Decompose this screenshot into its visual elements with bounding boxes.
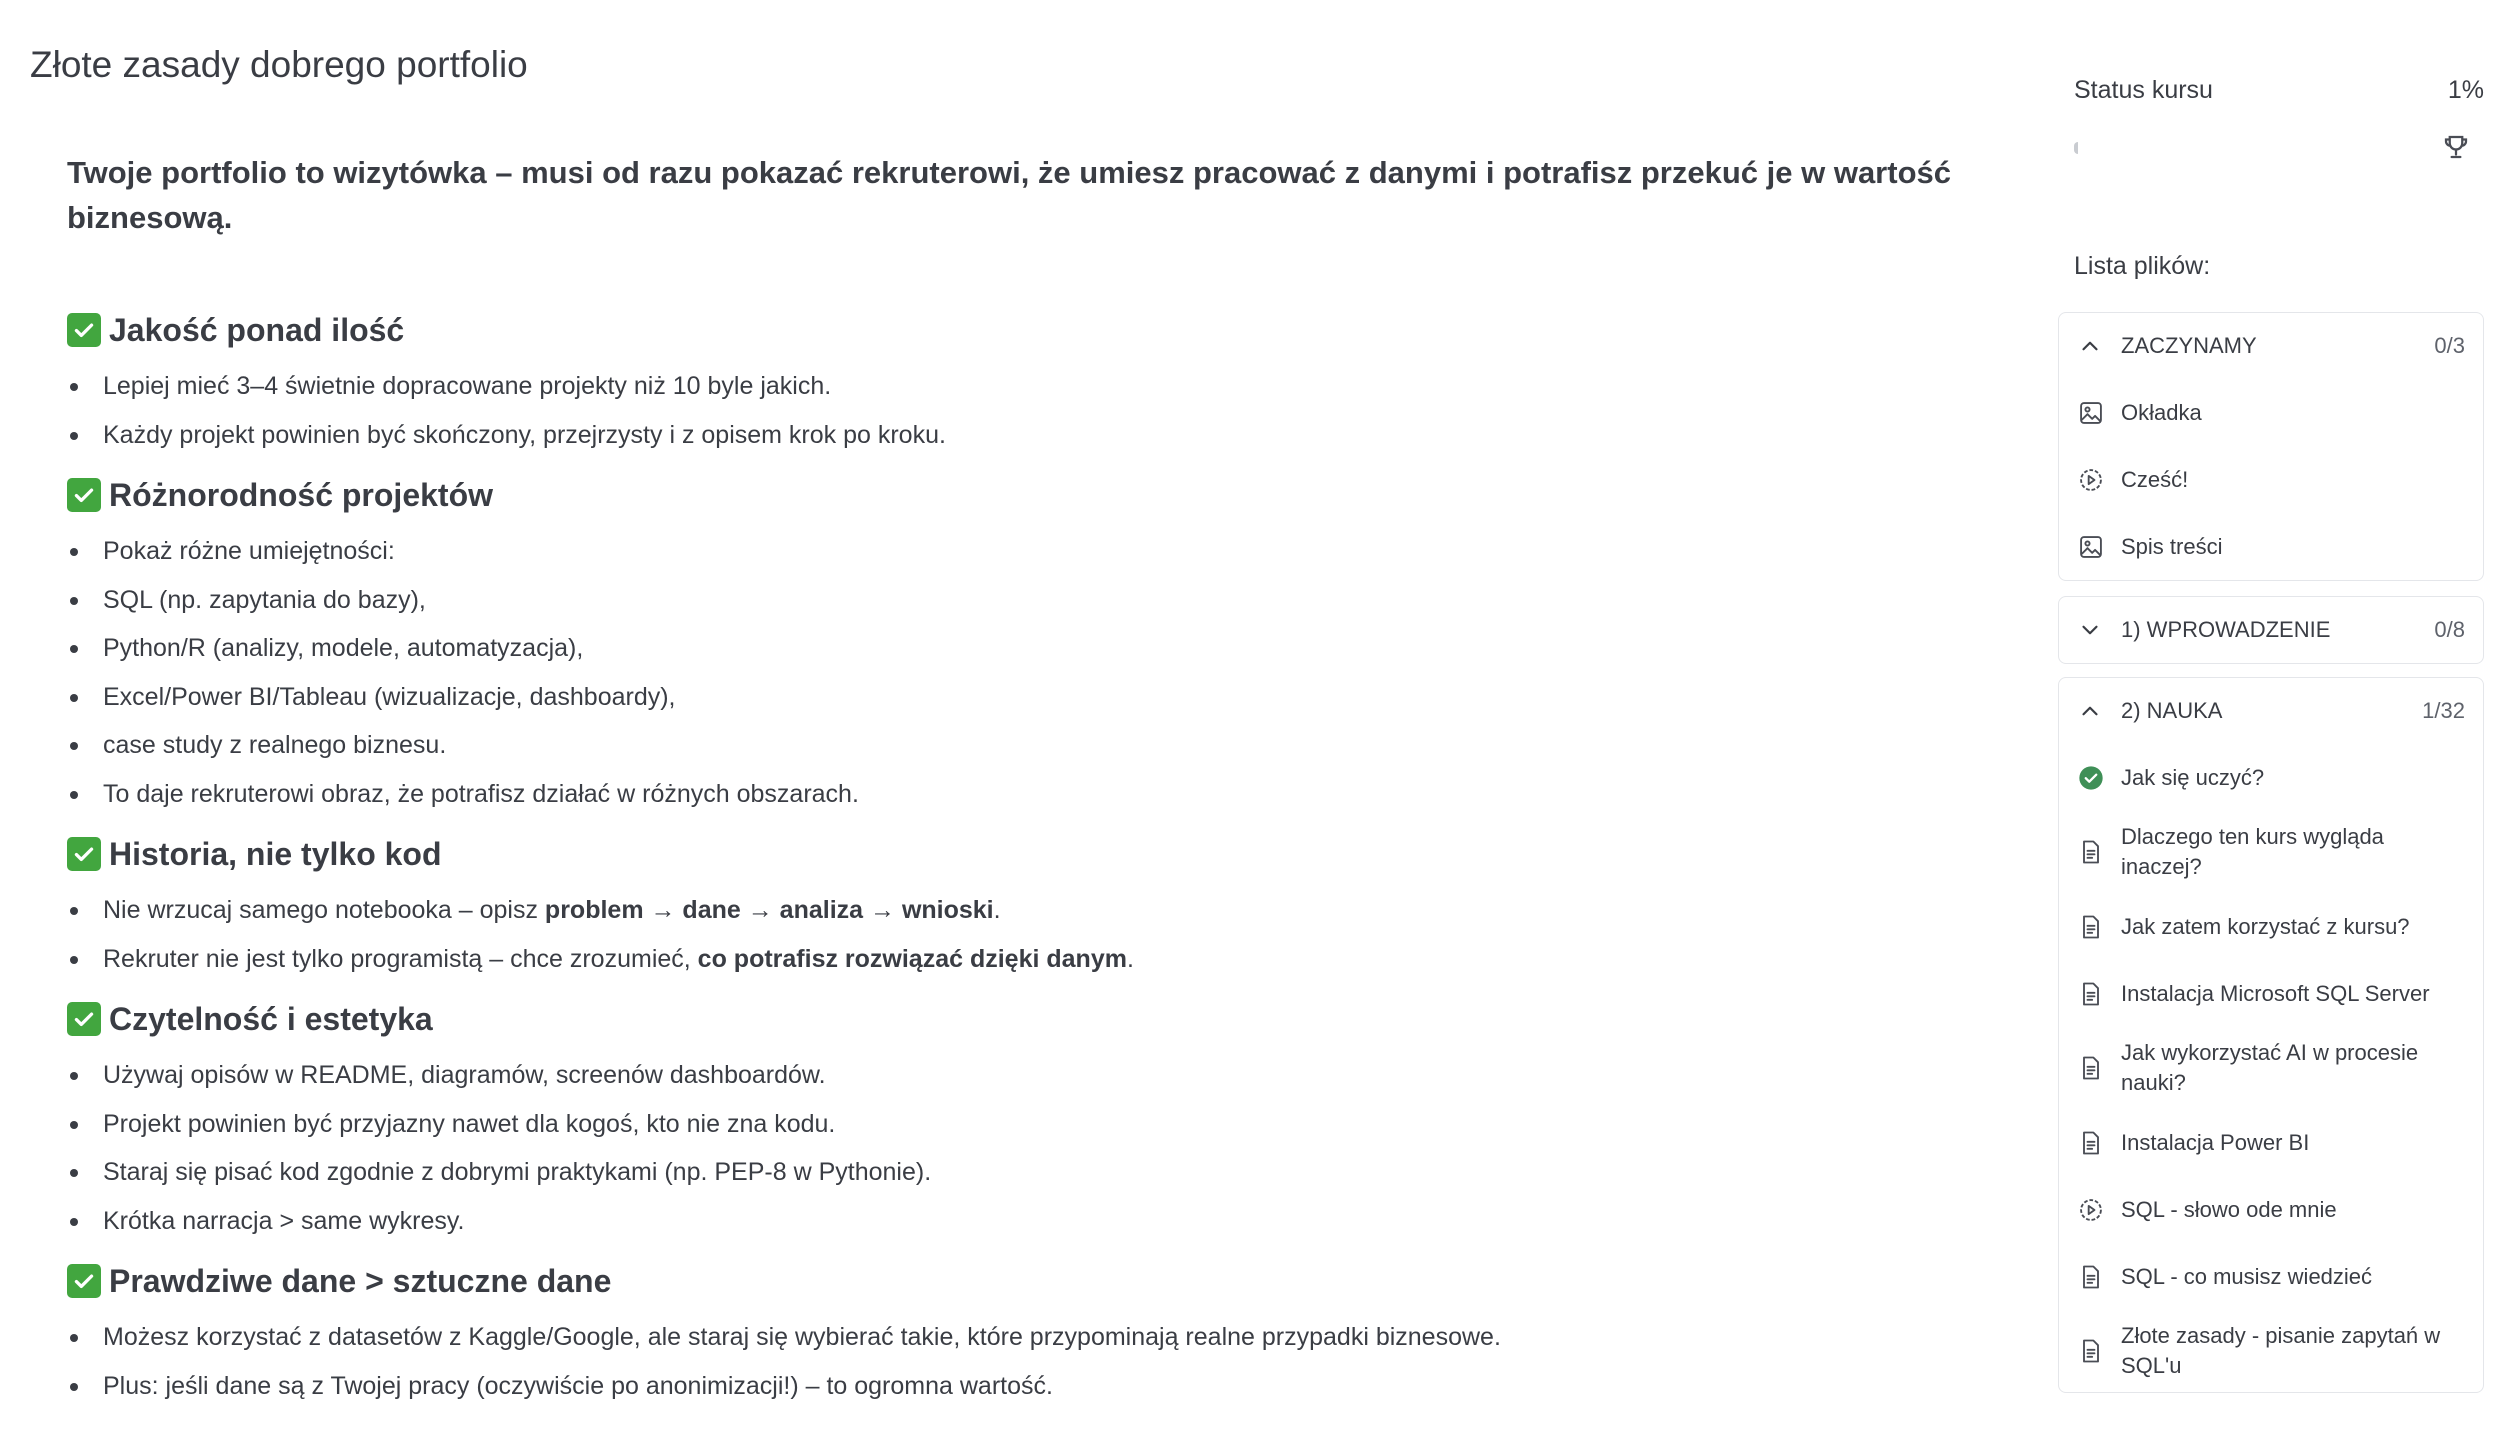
- course-status: [2074, 76, 2484, 105]
- lesson-label: Jak się uczyć?: [2121, 764, 2265, 790]
- bullet-list: [67, 362, 2007, 459]
- list-item: SQL (np. zapytania do bazy),: [67, 576, 2007, 625]
- lesson-label: Jak wykorzystać AI w procesie nauki?: [2121, 1040, 2419, 1095]
- document-icon: [2077, 1054, 2105, 1082]
- lesson-label: SQL - słowo ode mnie: [2121, 1196, 2337, 1222]
- module-nauka: [2058, 677, 2484, 1393]
- completed-check-icon: [2077, 764, 2105, 792]
- course-progress-fill: [2074, 142, 2078, 154]
- document-icon: [2077, 980, 2105, 1008]
- course-sidebar: [2058, 0, 2500, 1429]
- video-icon: [2077, 1196, 2105, 1224]
- chevron-down-icon: [2077, 617, 2103, 643]
- lesson-label: Złote zasady - pisanie zapytań w SQL'u: [2121, 1323, 2441, 1378]
- lesson-label: Cześć!: [2121, 466, 2189, 492]
- lesson-label: Dlaczego ten kurs wygląda inaczej?: [2121, 824, 2384, 879]
- list-item: Każdy projekt powinien być skończony, przejrzysty i z opisem krok po kroku.: [67, 411, 2007, 460]
- document-icon: [2077, 1129, 2105, 1157]
- module-count: 1/32: [2422, 698, 2465, 723]
- check-mark-icon: [67, 313, 101, 347]
- module-wprowadzenie: [2058, 596, 2484, 664]
- lesson-item[interactable]: [2059, 1027, 2483, 1109]
- list-item: case study z realnego biznesu.: [67, 721, 2007, 770]
- check-mark-icon: [67, 1264, 101, 1298]
- list-item: To daje rekruterowi obraz, że potrafisz działać w różnych obszarach.: [67, 770, 2007, 819]
- list-item: Krótka narracja > same wykresy.: [67, 1197, 2007, 1246]
- lesson-item[interactable]: [2059, 744, 2483, 811]
- lesson-label: Jak zatem korzystać z kursu?: [2121, 913, 2410, 939]
- module-zaczynamy: [2058, 312, 2484, 581]
- list-item: Lepiej mieć 3–4 świetnie dopracowane projekty niż 10 byle jakich.: [67, 362, 2007, 411]
- video-icon: [2077, 466, 2105, 494]
- lesson-label: Okładka: [2121, 399, 2202, 425]
- course-status-label: Status kursu: [2074, 76, 2213, 104]
- lesson-item[interactable]: [2059, 1243, 2483, 1310]
- lesson-item[interactable]: [2059, 1176, 2483, 1243]
- lesson-label: Instalacja Power BI: [2121, 1129, 2310, 1155]
- document-icon: [2077, 1263, 2105, 1291]
- document-icon: [2077, 913, 2105, 941]
- section-heading: [67, 1424, 2007, 1429]
- lesson-item[interactable]: [2059, 446, 2483, 513]
- bullet-list: [67, 1313, 2007, 1410]
- module-title: ZACZYNAMY: [2121, 333, 2257, 358]
- module-title: 2) NAUKA: [2121, 698, 2223, 723]
- bullet-list: [67, 527, 2007, 818]
- image-icon: [2077, 399, 2105, 427]
- module-count: 0/3: [2434, 333, 2465, 358]
- list-item: Używaj opisów w README, diagramów, screenów dashboardów.: [67, 1051, 2007, 1100]
- section-story: [67, 832, 2007, 983]
- lesson-label: Spis treści: [2121, 533, 2223, 559]
- course-status-value: 1%: [2447, 76, 2484, 104]
- section-real-data: [67, 1259, 2007, 1410]
- list-item: Możesz korzystać z datasetów z Kaggle/Google, ale staraj się wybierać takie, które przypominają realne przypadki biznesowe.: [67, 1313, 2007, 1362]
- document-icon: [2077, 838, 2105, 866]
- list-item: Excel/Power BI/Tableau (wizualizacje, dashboardy),: [67, 673, 2007, 722]
- lesson-item[interactable]: [2059, 1310, 2483, 1392]
- section-heading: Prawdziwe dane > sztuczne dane: [67, 1259, 2007, 1303]
- page-title: Złote zasady dobrego portfolio: [30, 44, 528, 85]
- chevron-up-icon: [2077, 333, 2103, 359]
- article-lead: Twoje portfolio to wizytówka – musi od razu pokazać rekruterowi, że umiesz pracować z danymi i potrafisz przekuć je w wartość biznesową.: [67, 155, 1951, 235]
- list-item: Plus: jeśli dane są z Twojej pracy (oczywiście po anonimizacji!) – to ogromna wartość.: [67, 1362, 2007, 1411]
- course-progress-bar: [2074, 142, 2434, 154]
- lesson-item[interactable]: [2059, 513, 2483, 580]
- section-heading: Historia, nie tylko kod: [67, 832, 2007, 876]
- check-mark-icon: [67, 837, 101, 871]
- list-item: Nie wrzucaj samego notebooka – opisz problem → dane → analiza → wnioski.: [67, 886, 2007, 935]
- section-quality: [67, 308, 2007, 459]
- lesson-label: SQL - co musisz wiedzieć: [2121, 1263, 2373, 1289]
- document-icon: [2077, 1337, 2105, 1365]
- trophy-icon: [2441, 132, 2471, 162]
- check-mark-icon: [67, 1002, 101, 1036]
- module-header[interactable]: [2059, 313, 2483, 379]
- section-next-partial: [67, 1424, 2007, 1429]
- file-list-label: Lista plików:: [2074, 252, 2211, 280]
- lesson-item[interactable]: [2059, 379, 2483, 446]
- list-item: Projekt powinien być przyjazny nawet dla kogoś, kto nie zna kodu.: [67, 1100, 2007, 1149]
- lesson-item[interactable]: [2059, 960, 2483, 1027]
- list-item: Pokaż różne umiejętności:: [67, 527, 2007, 576]
- bullet-list: [67, 886, 2007, 983]
- article-body: [67, 150, 2007, 1429]
- module-header[interactable]: [2059, 597, 2483, 663]
- image-icon: [2077, 533, 2105, 561]
- section-heading: Czytelność i estetyka: [67, 997, 2007, 1041]
- list-item: Rekruter nie jest tylko programistą – chce zrozumieć, co potrafisz rozwiązać dzięki danym.: [67, 935, 2007, 984]
- lesson-label: Instalacja Microsoft SQL Server: [2121, 980, 2430, 1006]
- module-count: 0/8: [2434, 617, 2465, 642]
- module-title: 1) WPROWADZENIE: [2121, 617, 2331, 642]
- section-readability: [67, 997, 2007, 1245]
- check-mark-icon: [67, 478, 101, 512]
- lesson-item[interactable]: [2059, 1109, 2483, 1176]
- lesson-item[interactable]: [2059, 893, 2483, 960]
- module-header[interactable]: [2059, 678, 2483, 744]
- lesson-item[interactable]: [2059, 811, 2483, 893]
- section-heading: Różnorodność projektów: [67, 473, 2007, 517]
- bullet-list: [67, 1051, 2007, 1245]
- list-item: Python/R (analizy, modele, automatyzacja),: [67, 624, 2007, 673]
- chevron-up-icon: [2077, 698, 2103, 724]
- section-variety: [67, 473, 2007, 818]
- list-item: Staraj się pisać kod zgodnie z dobrymi praktykami (np. PEP-8 w Pythonie).: [67, 1148, 2007, 1197]
- section-heading: Jakość ponad ilość: [67, 308, 2007, 352]
